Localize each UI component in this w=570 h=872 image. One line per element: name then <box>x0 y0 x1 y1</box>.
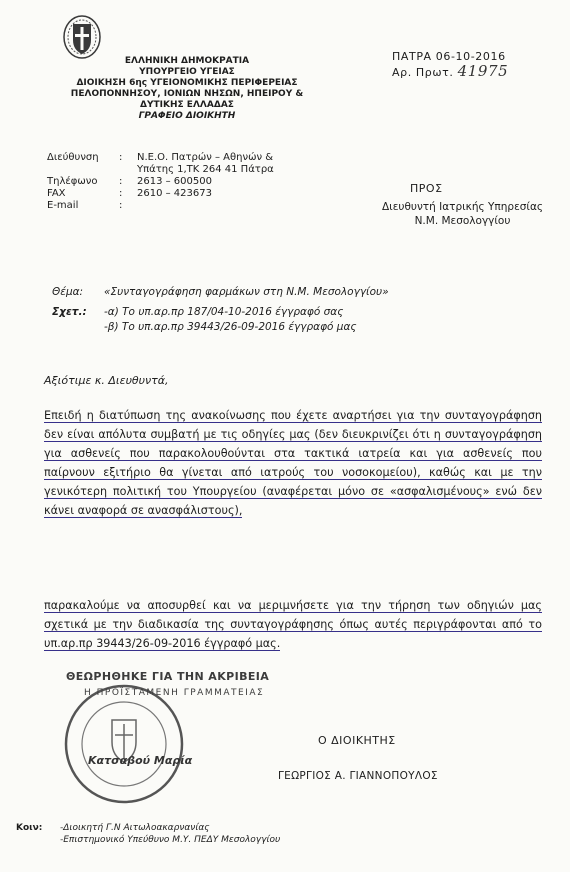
fax-value: 2610 – 423673 <box>137 188 212 199</box>
stamp-signer: Κατσαβού Μαρία <box>88 754 193 767</box>
stamp-line: Η ΠΡΟΪΣΤΑΜΕΝΗ ΓΡΑΜΜΑΤΕΙΑΣ <box>84 688 265 698</box>
protocol-label: Αρ. Πρωτ. <box>392 66 454 79</box>
letterhead-line: ΠΕΛΟΠΟΝΝΗΣΟΥ, ΙΟΝΙΩΝ ΝΗΣΩΝ, ΗΠΕΙΡΟΥ & <box>70 89 304 99</box>
recipient-line: Διευθυντή Ιατρικής Υπηρεσίας <box>381 201 544 213</box>
subject-text: «Συνταγογράφηση φαρμάκων στη Ν.Μ. Μεσολογγίου» <box>104 286 389 298</box>
address-label: Διεύθυνση <box>47 152 99 163</box>
body-paragraph <box>44 406 542 520</box>
contact-block: Διεύθυνση : Ν.Ε.Ο. Πατρών – Αθηνών & Υπάτης 1,ΤΚ 264 41 Πάτρα Τηλέφωνο : 2613 – 600500 FAX : 2610 – 423673 E-mail : <box>47 152 347 212</box>
recipient-line: Ν.Μ. Μεσολογγίου <box>414 215 511 227</box>
address-line: Ν.Ε.Ο. Πατρών – Αθηνών & <box>137 152 274 163</box>
phone-value: 2613 – 600500 <box>137 176 212 187</box>
greeting: Αξιότιμε κ. Διευθυντά, <box>44 374 169 387</box>
official-round-stamp-icon <box>60 680 188 808</box>
cc-item: -Διοικητή Γ.Ν Αιτωλοακαρνανίας <box>60 823 210 833</box>
letterhead-line: ΥΠΟΥΡΓΕΙΟ ΥΓΕΙΑΣ <box>139 67 235 77</box>
body-paragraph <box>44 596 542 653</box>
recipient-heading: ΠΡΟΣ <box>410 182 443 195</box>
references-label: Σχετ.: <box>52 306 87 318</box>
greek-emblem-icon <box>62 14 102 60</box>
letterhead <box>62 56 312 122</box>
letterhead-line: ΔΙΟΙΚΗΣΗ 6ης ΥΓΕΙΟΝΟΜΙΚΗΣ ΠΕΡΙΦΕΡΕΙΑΣ <box>76 78 298 88</box>
subject-label: Θέμα: <box>52 286 84 298</box>
reference-item: -α) Το υπ.αρ.πρ 187/04-10-2016 έγγραφό σας <box>104 306 344 318</box>
body-text: παρακαλούμε να αποσυρθεί και να μεριμνήσετε για την τήρηση των οδηγιών μας σχετικά με την διαδικασία της συνταγογράφησης όπως αυτές περιγράφονται από το υπ.αρ.πρ 39443/26-09-2016 έγγραφό μας. <box>44 599 542 650</box>
phone-label: Τηλέφωνο <box>47 176 98 187</box>
letterhead-line: ΔΥΤΙΚΗΣ ΕΛΛΑΔΑΣ <box>140 100 234 110</box>
signature-title: Ο ΔΙΟΙΚΗΤΗΣ <box>318 734 396 747</box>
fax-label: FAX <box>47 188 66 199</box>
signature-name: ΓΕΩΡΓΙΟΣ Α. ΓΙΑΝΝΟΠΟΥΛΟΣ <box>278 770 438 782</box>
stamp-line: ΘΕΩΡΗΘΗΚΕ ΓΙΑ ΤΗΝ ΑΚΡΙΒΕΙΑ <box>66 670 270 683</box>
letterhead-line: ΓΡΑΦΕΙΟ ΔΙΟΙΚΗΤΗ <box>138 111 236 121</box>
protocol-number: 41975 <box>457 62 509 80</box>
email-label: E-mail <box>47 200 79 211</box>
reference-item: -β) Το υπ.αρ.πρ 39443/26-09-2016 έγγραφό μας <box>104 321 357 333</box>
address-line: Υπάτης 1,ΤΚ 264 41 Πάτρα <box>137 164 274 175</box>
reference-block <box>392 50 508 80</box>
cc-label: Κοιν: <box>16 823 43 833</box>
recipient-block <box>355 200 570 228</box>
letterhead-line: ΕΛΛΗΝΙΚΗ ΔΗΜΟΚΡΑΤΙΑ <box>124 56 250 66</box>
subject-line <box>52 286 389 298</box>
place-date: ΠΑΤΡΑ 06-10-2016 <box>392 50 506 63</box>
cc-item: -Επιστημονικό Υπεύθυνο Μ.Υ. ΠΕΔΥ Μεσολογγίου <box>60 835 281 845</box>
body-text: Επειδή η διατύπωση της ανακοίνωσης που έχετε αναρτήσει για την συνταγογράφηση δεν είναι απόλυτα συμβατή με τις οδηγίες μας (δεν διευκρινίζει ότι η συνταγογράφηση για ασθενείς που παρακολουθούνται στα τακτικά ιατρεία και για ασθενείς που παίρνουν εξιτήριο θα γίνεται από ιατρούς του νοσοκομείου), καθώς και με την γενικότερη πολιτική του Υπουργείου (αναφέρεται μόνο σε «ασφαλισμένους» ενώ δεν κάνει αναφορά σε ανασφάλιστους), <box>44 409 542 517</box>
references-block <box>52 305 357 335</box>
cc-block <box>16 822 280 846</box>
